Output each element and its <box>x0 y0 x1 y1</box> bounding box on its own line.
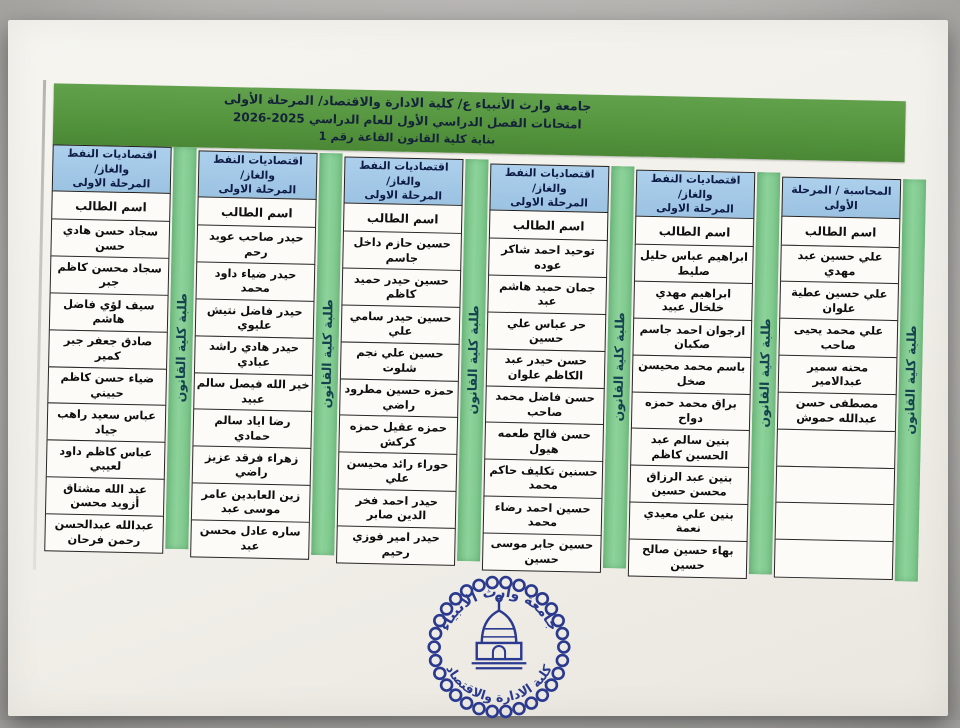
student-name-cell: حسن فاضل محمد صاحب <box>485 385 605 426</box>
column-title-line1: اقتصاديات النفط والغاز/ <box>213 152 303 182</box>
column-title-line2: المرحلة الاولى <box>218 181 297 197</box>
column-title <box>781 177 901 220</box>
student-name-cell: حيدر ضياء داود محمد <box>196 262 316 303</box>
column-title-line1: اقتصاديات النفط والغاز/ <box>67 146 157 176</box>
strip-label: طلبة كلية القانون <box>610 312 628 422</box>
document-header-text <box>0 85 834 155</box>
student-name-cell: بنين علي معيدي نعمة <box>629 502 749 543</box>
student-name-cell: مصطفى حسن عبدالله حموش <box>777 391 897 432</box>
logo-dome-emblem <box>472 596 527 668</box>
column-group <box>774 177 928 582</box>
student-name-cell: جمان حميد هاشم عبد <box>487 275 607 316</box>
student-name-cell: بهاء حسين صالح حسين <box>628 538 748 579</box>
student-name-cell: بنين سالم عبد الحسين كاظم <box>630 428 750 469</box>
header-line-building: بناية كلية القانون القاعة رقم 1 <box>318 129 496 147</box>
student-column <box>774 177 901 580</box>
student-column <box>482 164 610 574</box>
columns-row <box>44 144 920 573</box>
student-name-cell: حسنين تكليف حاكم محمد <box>483 459 603 500</box>
header-line-exams: امتحانات الفصل الدراسي الأول للعام الدراسي 2025-2026 <box>232 109 582 132</box>
student-name-cell: ساره عادل محسن عبد <box>190 519 310 560</box>
student-name-cell: حيدر فاضل نتيش عليوي <box>195 298 315 339</box>
column-title-line2: المرحلة الاولى <box>72 175 151 191</box>
student-name-cell: ضياء حسن كاظم حبيني <box>47 366 167 407</box>
column-group <box>190 150 344 560</box>
strip-label: طلبة كلية القانون <box>755 318 774 429</box>
student-name-label: اسم الطالب <box>51 190 171 222</box>
student-name-cell: زين العابدين عامر موسى عبد <box>191 482 311 523</box>
student-name-cell: حيدر امير فوزي رحيم <box>336 525 456 566</box>
student-name-cell <box>774 539 894 580</box>
student-name-cell: صادق جعفر جبر كمير <box>48 329 168 370</box>
student-name-cell <box>775 465 895 506</box>
exam-schedule-table <box>44 83 920 573</box>
strip-label: طلبة كلية القانون <box>318 299 336 409</box>
student-name-cell: توحيد احمد شاكر عوده <box>488 238 608 279</box>
logo-top-text: جامعة وارث الانبياء <box>436 584 562 634</box>
strip-label: طلبة كلية القانون <box>901 325 920 436</box>
column-title <box>344 156 464 206</box>
student-name-cell: حسن حيدر عبد الكاظم علوان <box>486 348 606 389</box>
student-name-label: اسم الطالب <box>343 202 463 234</box>
student-name-cell: حيدر صاحب عويد رحم <box>196 225 316 266</box>
paper-sheet <box>8 20 948 716</box>
column-title-line1: المحاسبة / المرحلة الأولى <box>791 182 892 212</box>
student-name-cell: حر عباس علي حسين <box>487 311 607 352</box>
column-title-line1: اقتصاديات النفط والغاز/ <box>504 165 595 195</box>
student-name-cell: حيدر هادي راشد عبادي <box>194 335 314 376</box>
student-name-label: اسم الطالب <box>197 196 317 228</box>
student-name-cell: باسم محمد محيسن صخل <box>632 354 752 395</box>
student-name-cell: سجاد حسن هادي حسن <box>50 219 170 260</box>
student-column <box>44 144 172 554</box>
column-title <box>52 144 172 194</box>
student-name-cell: عباس سعيد راهب جياد <box>47 403 167 444</box>
logo-bottom-text: كلية الادارة والاقتصاد <box>443 662 555 705</box>
student-name-cell: حسين احمد رضاء محمد <box>483 495 603 536</box>
university-logo <box>418 566 580 728</box>
student-name-cell: ابراهيم عباس حليل صليط <box>634 244 754 285</box>
student-name-label: اسم الطالب <box>781 216 901 248</box>
column-title <box>635 170 755 220</box>
student-name-cell: حسين حيدر حميد كاظم <box>341 268 461 309</box>
student-name-cell: محنه سمير عبدالامير <box>778 355 898 396</box>
student-name-cell: حسن فالح طعمه هيول <box>484 422 604 463</box>
strip-label: طلبة كلية القانون <box>172 293 190 403</box>
column-group <box>628 170 782 580</box>
student-name-cell: رضا اياد سالم حمادي <box>192 409 312 450</box>
student-name-cell: سجاد محسن كاظم جبر <box>50 255 170 296</box>
student-column <box>336 156 464 566</box>
student-name-cell: براق محمد حمزه دواح <box>631 391 751 432</box>
student-name-cell: سيف لؤي فاضل هاشم <box>49 292 169 333</box>
column-title-line1: اقتصاديات النفط والغاز/ <box>358 158 449 188</box>
student-name-cell: حسين علي نجم شلوت <box>340 341 460 382</box>
student-name-cell: بنين عبد الرزاق محسن حسين <box>629 465 749 506</box>
column-title <box>198 150 318 200</box>
column-group <box>44 144 198 554</box>
header-line-university: جامعة وارث الأنبياء ع/ كلية الادارة والاقتصاد/ المرحلة الأولى <box>223 90 592 114</box>
student-name-cell: خير الله فيصل سالم عبيد <box>193 372 313 413</box>
strip-label: طلبة كلية القانون <box>464 305 482 415</box>
student-name-cell: ارجوان احمد جاسم صكبان <box>632 317 752 358</box>
column-title-line2: المرحلة الاولى <box>364 188 443 203</box>
student-name-cell <box>776 428 896 469</box>
student-name-cell: عباس كاظم داود لعيبي <box>46 439 166 480</box>
student-name-cell <box>775 502 895 543</box>
student-name-cell: عبد الله مشتاق أزويد محسن <box>45 476 165 517</box>
student-column <box>190 150 318 560</box>
student-name-cell: زهراء فرقد عزيز راضي <box>192 446 312 487</box>
student-name-cell: حوراء رائد محيسن علي <box>338 452 458 493</box>
student-name-cell: حسين حيدر سامي علي <box>341 304 461 345</box>
student-name-cell: حسين حازم داخل جاسم <box>342 231 462 272</box>
student-name-cell: حسين جابر موسى حسين <box>482 532 602 573</box>
column-title-line2: المرحلة الاولى <box>510 195 589 210</box>
student-name-cell: حيدر احمد فخر الدين صابر <box>337 488 457 529</box>
student-name-label: اسم الطالب <box>635 216 755 248</box>
column-title-line1: اقتصاديات النفط والغاز/ <box>650 171 741 201</box>
column-group <box>336 156 490 566</box>
student-name-cell: ابراهيم مهدي خلخال عبيد <box>633 281 753 322</box>
student-name-cell: حمزه حسين مطرود راضي <box>339 378 459 419</box>
student-column <box>628 170 756 580</box>
column-group <box>482 164 636 574</box>
student-name-cell: عبدالله عبدالحسن رحمن فرحان <box>44 513 164 554</box>
student-name-cell: حمزه عقيل حمزه كركش <box>338 415 458 456</box>
student-name-cell: علي حسين عطية علوان <box>779 281 899 322</box>
column-title-line2: المرحلة الاولى <box>656 201 734 216</box>
student-name-cell: علي محمد يحيى صاحب <box>778 318 898 359</box>
student-name-label: اسم الطالب <box>489 210 609 242</box>
paper-edge-shadow <box>33 80 46 570</box>
column-title <box>489 164 609 214</box>
student-name-cell: علي حسين عبد مهدي <box>780 244 900 285</box>
